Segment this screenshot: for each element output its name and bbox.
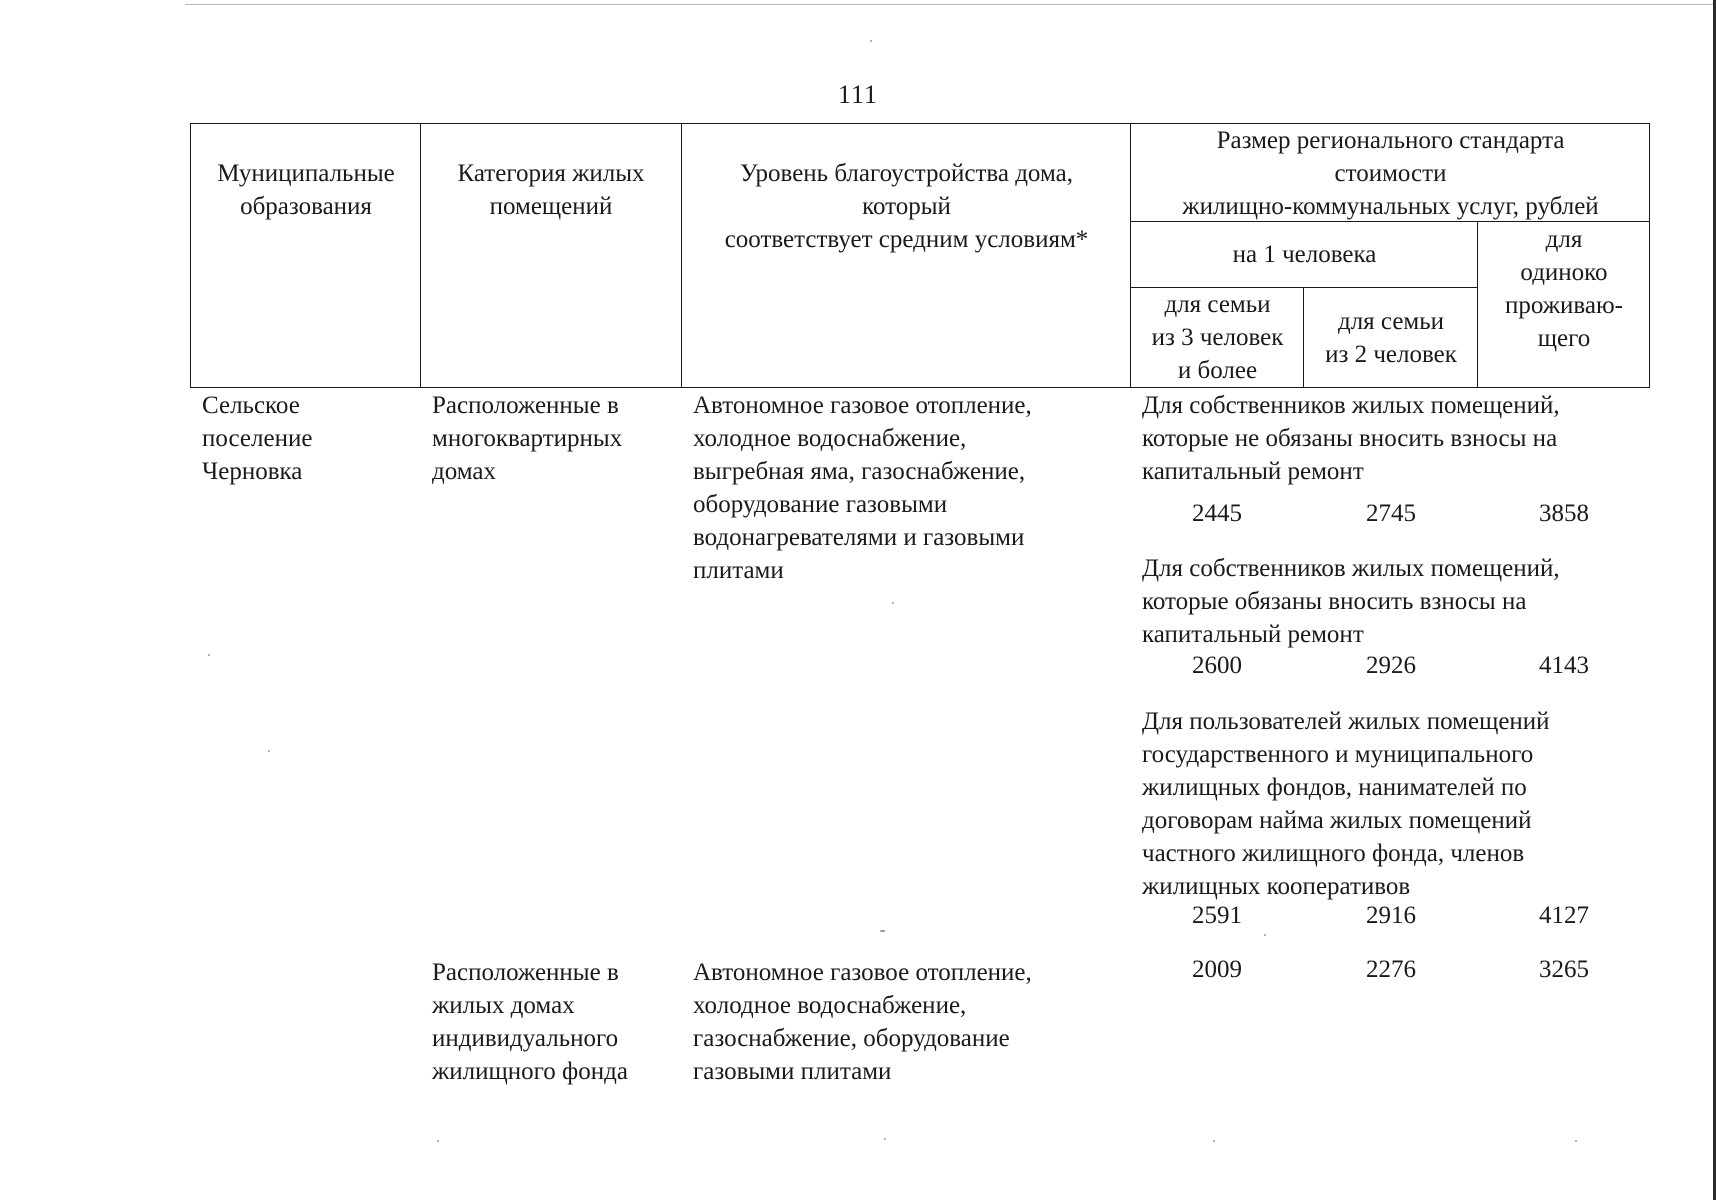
header-single-line: щего bbox=[1537, 325, 1591, 352]
level-line: Автономное газовое отопление, bbox=[693, 392, 1032, 419]
header-family3-line: из 3 человек bbox=[1151, 324, 1284, 351]
header-single-line: одиноко bbox=[1520, 259, 1608, 286]
group-label-line: капитальный ремонт bbox=[1142, 458, 1364, 485]
group-label-line: договорам найма жилых помещений bbox=[1142, 807, 1532, 834]
header-size-line: жилищно-коммунальных услуг, рублей bbox=[1182, 193, 1599, 220]
header-single-line: для bbox=[1545, 226, 1583, 253]
level-line: газовыми плитами bbox=[693, 1058, 892, 1085]
row2-level bbox=[693, 956, 1128, 1088]
row2-category bbox=[432, 956, 677, 1088]
level-line: Автономное газовое отопление, bbox=[693, 959, 1032, 986]
scan-edge-line bbox=[185, 4, 1716, 5]
header-level-line: Уровень благоустройства дома, bbox=[740, 160, 1073, 187]
scan-speck bbox=[268, 750, 270, 752]
scan-speck bbox=[208, 654, 210, 656]
group-label bbox=[1142, 705, 1662, 903]
header-category-text: Категория жилых помещений bbox=[457, 160, 645, 220]
value-family2: 2926 bbox=[1366, 652, 1416, 679]
header-single-line: проживаю- bbox=[1505, 292, 1623, 319]
group-label-line: жилищных фондов, нанимателей по bbox=[1142, 774, 1527, 801]
header-size-line: Размер регионального стандарта bbox=[1216, 127, 1565, 154]
col-divider-1 bbox=[420, 123, 421, 388]
header-size-line: стоимости bbox=[1334, 160, 1447, 187]
level-line: оборудование газовыми bbox=[693, 491, 948, 518]
table-left-border bbox=[190, 123, 191, 388]
value-single: 3858 bbox=[1539, 500, 1589, 527]
group-label-line: которые не обязаны вносить взносы на bbox=[1142, 425, 1558, 452]
scan-speck bbox=[1264, 934, 1266, 936]
category-line: Расположенные в bbox=[432, 392, 619, 419]
level-line: плитами bbox=[693, 557, 784, 584]
value-single: 3265 bbox=[1539, 956, 1589, 983]
value-family3: 2591 bbox=[1192, 902, 1242, 929]
category-line: индивидуального bbox=[432, 1025, 619, 1052]
scan-speck bbox=[884, 1138, 886, 1140]
value-family2: 2276 bbox=[1366, 956, 1416, 983]
level-line: выгребная яма, газоснабжение, bbox=[693, 458, 1026, 485]
header-family2-line: из 2 человек bbox=[1325, 341, 1457, 368]
header-family3-line: и более bbox=[1177, 357, 1258, 384]
level-line: холодное водоснабжение, bbox=[693, 992, 967, 1019]
row1-level bbox=[693, 389, 1128, 587]
scan-speck bbox=[1575, 1140, 1577, 1142]
value-family3: 2009 bbox=[1192, 956, 1242, 983]
value-family3: 2600 bbox=[1192, 652, 1242, 679]
header-level bbox=[683, 157, 1130, 256]
category-line: жилищного фонда bbox=[432, 1058, 628, 1085]
scan-speck bbox=[870, 40, 872, 42]
category-line: многоквартирных bbox=[432, 425, 623, 452]
scan-speck bbox=[892, 602, 894, 604]
header-family2-line: для семьи bbox=[1337, 308, 1445, 335]
group-label-line: жилищных кооперативов bbox=[1142, 873, 1411, 900]
level-line: газоснабжение, оборудование bbox=[693, 1025, 1010, 1052]
header-single bbox=[1479, 223, 1649, 355]
header-size bbox=[1132, 124, 1649, 223]
group-label-line: Для собственников жилых помещений, bbox=[1142, 392, 1560, 419]
category-line: домах bbox=[432, 458, 496, 485]
group-label-line: капитальный ремонт bbox=[1142, 621, 1364, 648]
value-family2: 2916 bbox=[1366, 902, 1416, 929]
header-family3 bbox=[1132, 288, 1303, 387]
municipality-line: поселение bbox=[202, 425, 313, 452]
col-divider-5 bbox=[1303, 287, 1304, 388]
header-category bbox=[430, 157, 672, 223]
municipality-line: Сельское bbox=[202, 392, 300, 419]
header-level-line: который bbox=[862, 193, 951, 220]
row1-category bbox=[432, 389, 677, 488]
scan-speck bbox=[1213, 1140, 1215, 1142]
header-level-line: соответствует средним условиям* bbox=[724, 226, 1089, 253]
value-family3: 2445 bbox=[1192, 500, 1242, 527]
group-label bbox=[1142, 552, 1662, 651]
header-family2 bbox=[1305, 305, 1477, 371]
value-single: 4127 bbox=[1539, 902, 1589, 929]
header-per-person-text: на 1 человека bbox=[1232, 241, 1377, 268]
category-line: жилых домах bbox=[432, 992, 575, 1019]
group-label-line: частного жилищного фонда, членов bbox=[1142, 840, 1525, 867]
header-per-person bbox=[1132, 238, 1477, 271]
value-family2: 2745 bbox=[1366, 500, 1416, 527]
municipality-line: Черновка bbox=[202, 458, 303, 485]
col-divider-2 bbox=[681, 123, 682, 388]
level-line: водонагревателями и газовыми bbox=[693, 524, 1025, 551]
group-label-line: которые обязаны вносить взносы на bbox=[1142, 588, 1527, 615]
value-single: 4143 bbox=[1539, 652, 1589, 679]
col-divider-3 bbox=[1130, 123, 1131, 388]
level-line: холодное водоснабжение, bbox=[693, 425, 967, 452]
header-municipal bbox=[192, 157, 420, 223]
header-municipal-text: Муниципальные образования bbox=[217, 160, 395, 220]
category-line: Расположенные в bbox=[432, 959, 619, 986]
group-label-line: Для собственников жилых помещений, bbox=[1142, 555, 1560, 582]
group-label-line: государственного и муниципального bbox=[1142, 741, 1534, 768]
group-label-line: Для пользователей жилых помещений bbox=[1142, 708, 1550, 735]
page-number: 111 bbox=[837, 80, 879, 109]
group-label bbox=[1142, 389, 1662, 488]
scan-speck bbox=[880, 930, 885, 932]
header-bottom-border bbox=[190, 387, 1650, 388]
scan-speck bbox=[437, 1140, 439, 1142]
table-right-border bbox=[1649, 123, 1650, 388]
col-divider-4 bbox=[1477, 221, 1478, 388]
header-family3-line: для семьи bbox=[1164, 291, 1271, 318]
row1-municipality bbox=[202, 389, 417, 488]
